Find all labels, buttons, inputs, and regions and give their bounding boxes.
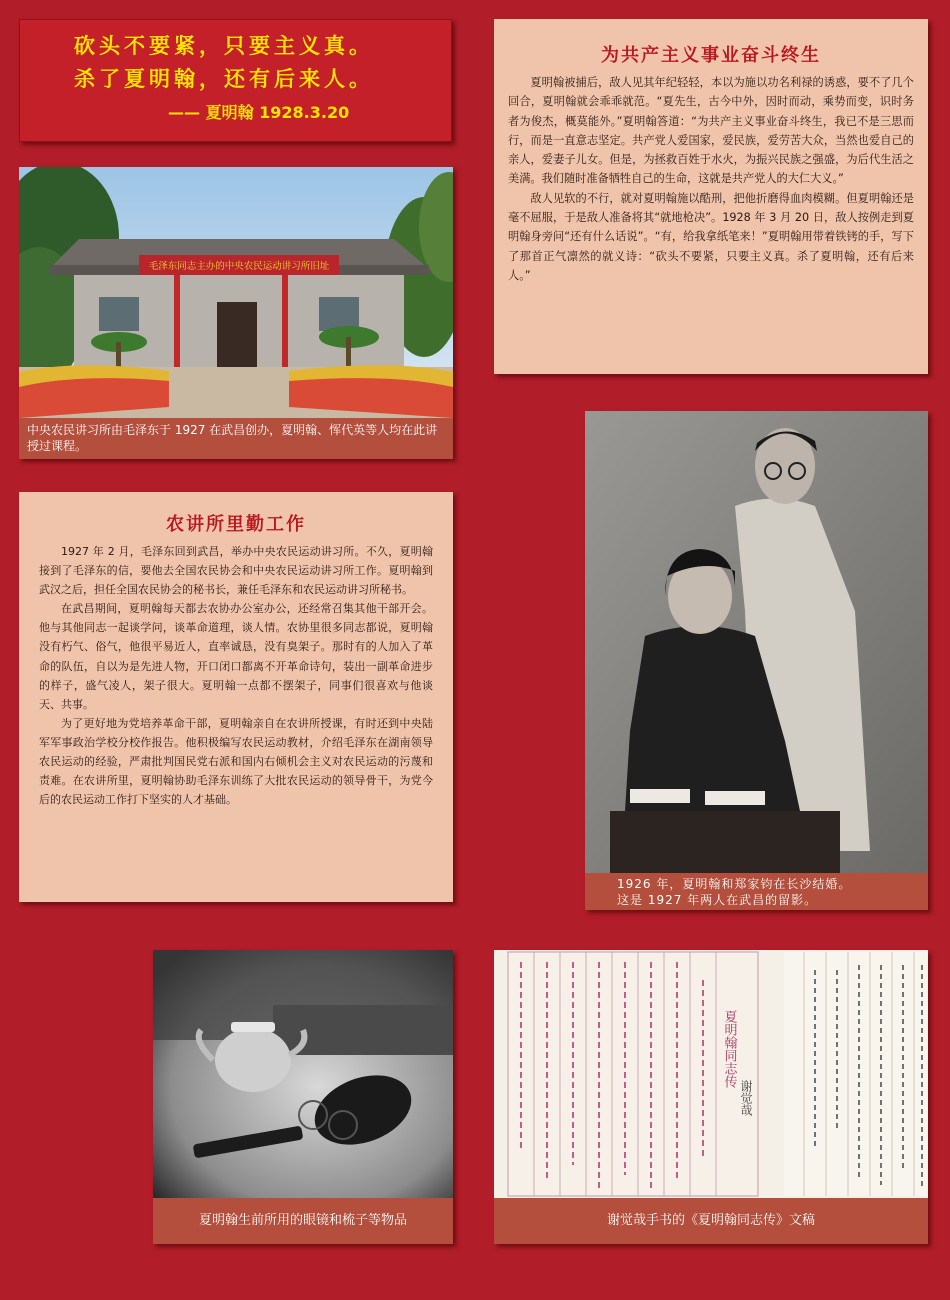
article-paragraph: 在武昌期间，夏明翰每天都去农协办公室办公，还经常召集其他干部开会。他与其他同志一起谈学问，谈革命道理，谈人情。农协里很多同志都说，夏明翰没有朽气、俗气，他很平易近人，直率诚恳，没有臭架子。那时有的人加入了革命的队伍，自以为是先进人物，开口闭口都离不开革命诗句，装出一副革命进步的样子，盛气凌人，架子很大。夏明翰一点都不摆架子，同事们很喜欢与他谈天、共事。 xyxy=(39,602,433,711)
article-struggle-body xyxy=(494,67,928,285)
article-paragraph: 夏明翰被捕后，敌人见其年纪轻轻，本以为施以功名利禄的诱惑，要不了几个回合，夏明翰就会乖乖就范。“夏先生，古今中外，因时而动，乘势而变，识时务者为俊杰，概莫能外。”夏明翰答道：“为共产主义事业奋斗终生，我已不是三思而行，而是一直意志坚定。共产党人爱国家，爱民族，爱劳苦大众，当然也爱自己的亲人，爱妻子儿女。但是，为拯救百姓于水火，为振兴民族之强盛，为后代生活之美满。我们随时准备牺牲自己的生命，这就是共产党人的大仁大义。” xyxy=(508,76,914,186)
article-paragraph: 1927 年 2 月，毛泽东回到武昌，举办中央农民运动讲习所。不久，夏明翰接到了毛泽东的信，要他去全国农民协会和中央农民运动讲习所工作。夏明翰到武汉之后，担任全国农民协会的秘书长，兼任毛泽东和农民运动讲习所秘书。 xyxy=(39,545,433,597)
photo-card-manuscript xyxy=(494,950,928,1244)
article-paragraph: 敌人见软的不行，就对夏明翰施以酷刑，把他折磨得血肉模糊。但夏明翰还是毫不屈服，于是敌人准备将其“就地枪决”。1928 年 3 月 20 日，敌人按例走到夏明翰身旁问“还有什么话说”。“有，给我拿纸笔来！”夏明翰用带着铁铐的手，写下了那首正气凛然的就义诗：“砍头不要紧，只要主义真。杀了夏明翰，还有后来人。” xyxy=(508,191,914,282)
article-paragraph: 为了更好地为党培养革命干部，夏明翰亲自在农讲所授课，有时还到中央陆军军事政治学校分校作报告。他积极编写农民运动教材，介绍毛泽东在湖南领导农民运动的经验，严肃批判国民党右派和国内右倾机会主义对农民运动的污蔑和责难。在农讲所里，夏明翰协助毛泽东训练了大批农民运动的领导骨干，为党今后的农民运动工作打下坚实的人才基础。 xyxy=(39,716,433,807)
quote-signature: —— 夏明翰 1928.3.20 xyxy=(168,103,350,122)
manuscript-title: 夏明翰同志传 xyxy=(721,1010,737,1088)
photo-card-institute xyxy=(19,167,453,459)
institute-caption: 中央农民讲习所由毛泽东于 1927 在武昌创办，夏明翰、恽代英等人均在此讲授过课程。 xyxy=(19,418,453,459)
manuscript-photo xyxy=(494,950,928,1198)
article-institute-work xyxy=(19,492,453,902)
couple-caption-line-1: 1926 年，夏明翰和郑家钧在长沙结婚。 xyxy=(617,877,852,891)
belongings-photo xyxy=(153,950,453,1198)
article-institute-body xyxy=(19,536,453,809)
manuscript-author: 谢觉哉 xyxy=(739,1080,753,1116)
quote-line-1: 砍头不要紧，只要主义真。 xyxy=(74,34,374,58)
article-institute-title: 农讲所里勤工作 xyxy=(166,514,306,535)
belongings-caption: 夏明翰生前所用的眼镜和梳子等物品 xyxy=(153,1198,453,1244)
article-struggle-title: 为共产主义事业奋斗终生 xyxy=(601,45,821,66)
photo-card-couple xyxy=(585,411,928,910)
quote-banner xyxy=(19,19,452,142)
couple-caption xyxy=(585,873,928,910)
photo-card-belongings xyxy=(153,950,453,1244)
article-struggle xyxy=(494,19,928,374)
couple-photo xyxy=(585,411,928,873)
couple-caption-line-2: 这是 1927 年两人在武昌的留影。 xyxy=(617,893,818,907)
institute-photo xyxy=(19,167,453,418)
manuscript-caption: 谢觉哉手书的《夏明翰同志传》文稿 xyxy=(494,1198,928,1244)
institute-sign-text: 毛泽东同志主办的中央农民运动讲习所旧址 xyxy=(148,261,330,272)
quote-line-2: 杀了夏明翰，还有后来人。 xyxy=(74,67,374,91)
